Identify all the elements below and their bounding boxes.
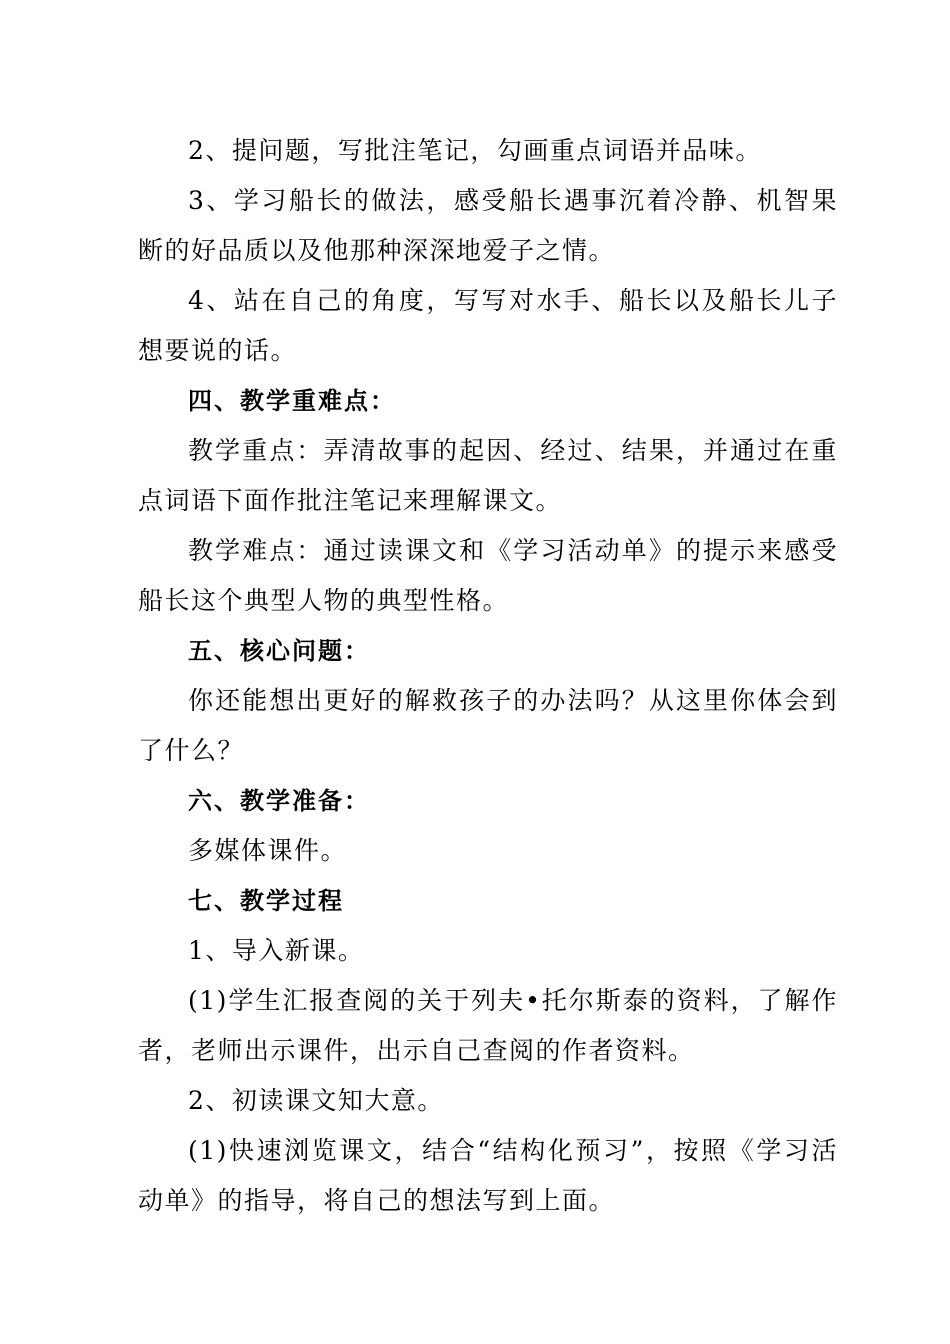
paragraph-step-1: 1、导入新课。 [188, 936, 365, 965]
paragraph-key-point: 教学重点：弄清故事的起因、经过、结果，并通过在重点词语下面作批注笔记来理解课文。 [138, 436, 838, 515]
paragraph-step-2: 2、初读课文知大意。 [188, 1086, 444, 1115]
document-page [138, 126, 838, 1226]
paragraph-objective-4: 4、站在自己的角度，写写对水手、船长以及船长儿子想要说的话。 [138, 286, 838, 365]
paragraph-core-question: 你还能想出更好的解救孩子的办法吗？从这里你体会到了什么？ [138, 686, 838, 765]
paragraph-objective-2: 2、提问题，写批注笔记，勾画重点词语并品味。 [188, 136, 762, 165]
paragraph-step-1-sub-1: (1)学生汇报查阅的关于列夫•托尔斯泰的资料，了解作者，老师出示课件，出示自己查阅的作者资料。 [138, 986, 838, 1065]
heading-teaching-process: 七、教学过程 [188, 887, 344, 915]
heading-preparation: 六、教学准备： [188, 787, 370, 815]
paragraph-preparation: 多媒体课件。 [188, 836, 348, 865]
paragraph-difficult-point: 教学难点：通过读课文和《学习活动单》的提示来感受船长这个典型人物的典型性格。 [138, 536, 838, 615]
paragraph-objective-3: 3、学习船长的做法，感受船长遇事沉着冷静、机智果断的好品质以及他那种深深地爱子之情。 [138, 186, 838, 265]
paragraph-step-2-sub-1: (1)快速浏览课文，结合“结构化预习”，按照《学习活动单》的指导，将自己的想法写到上面。 [138, 1136, 838, 1215]
heading-core-question: 五、核心问题： [188, 637, 370, 665]
heading-key-difficult-points: 四、教学重难点： [188, 387, 396, 415]
